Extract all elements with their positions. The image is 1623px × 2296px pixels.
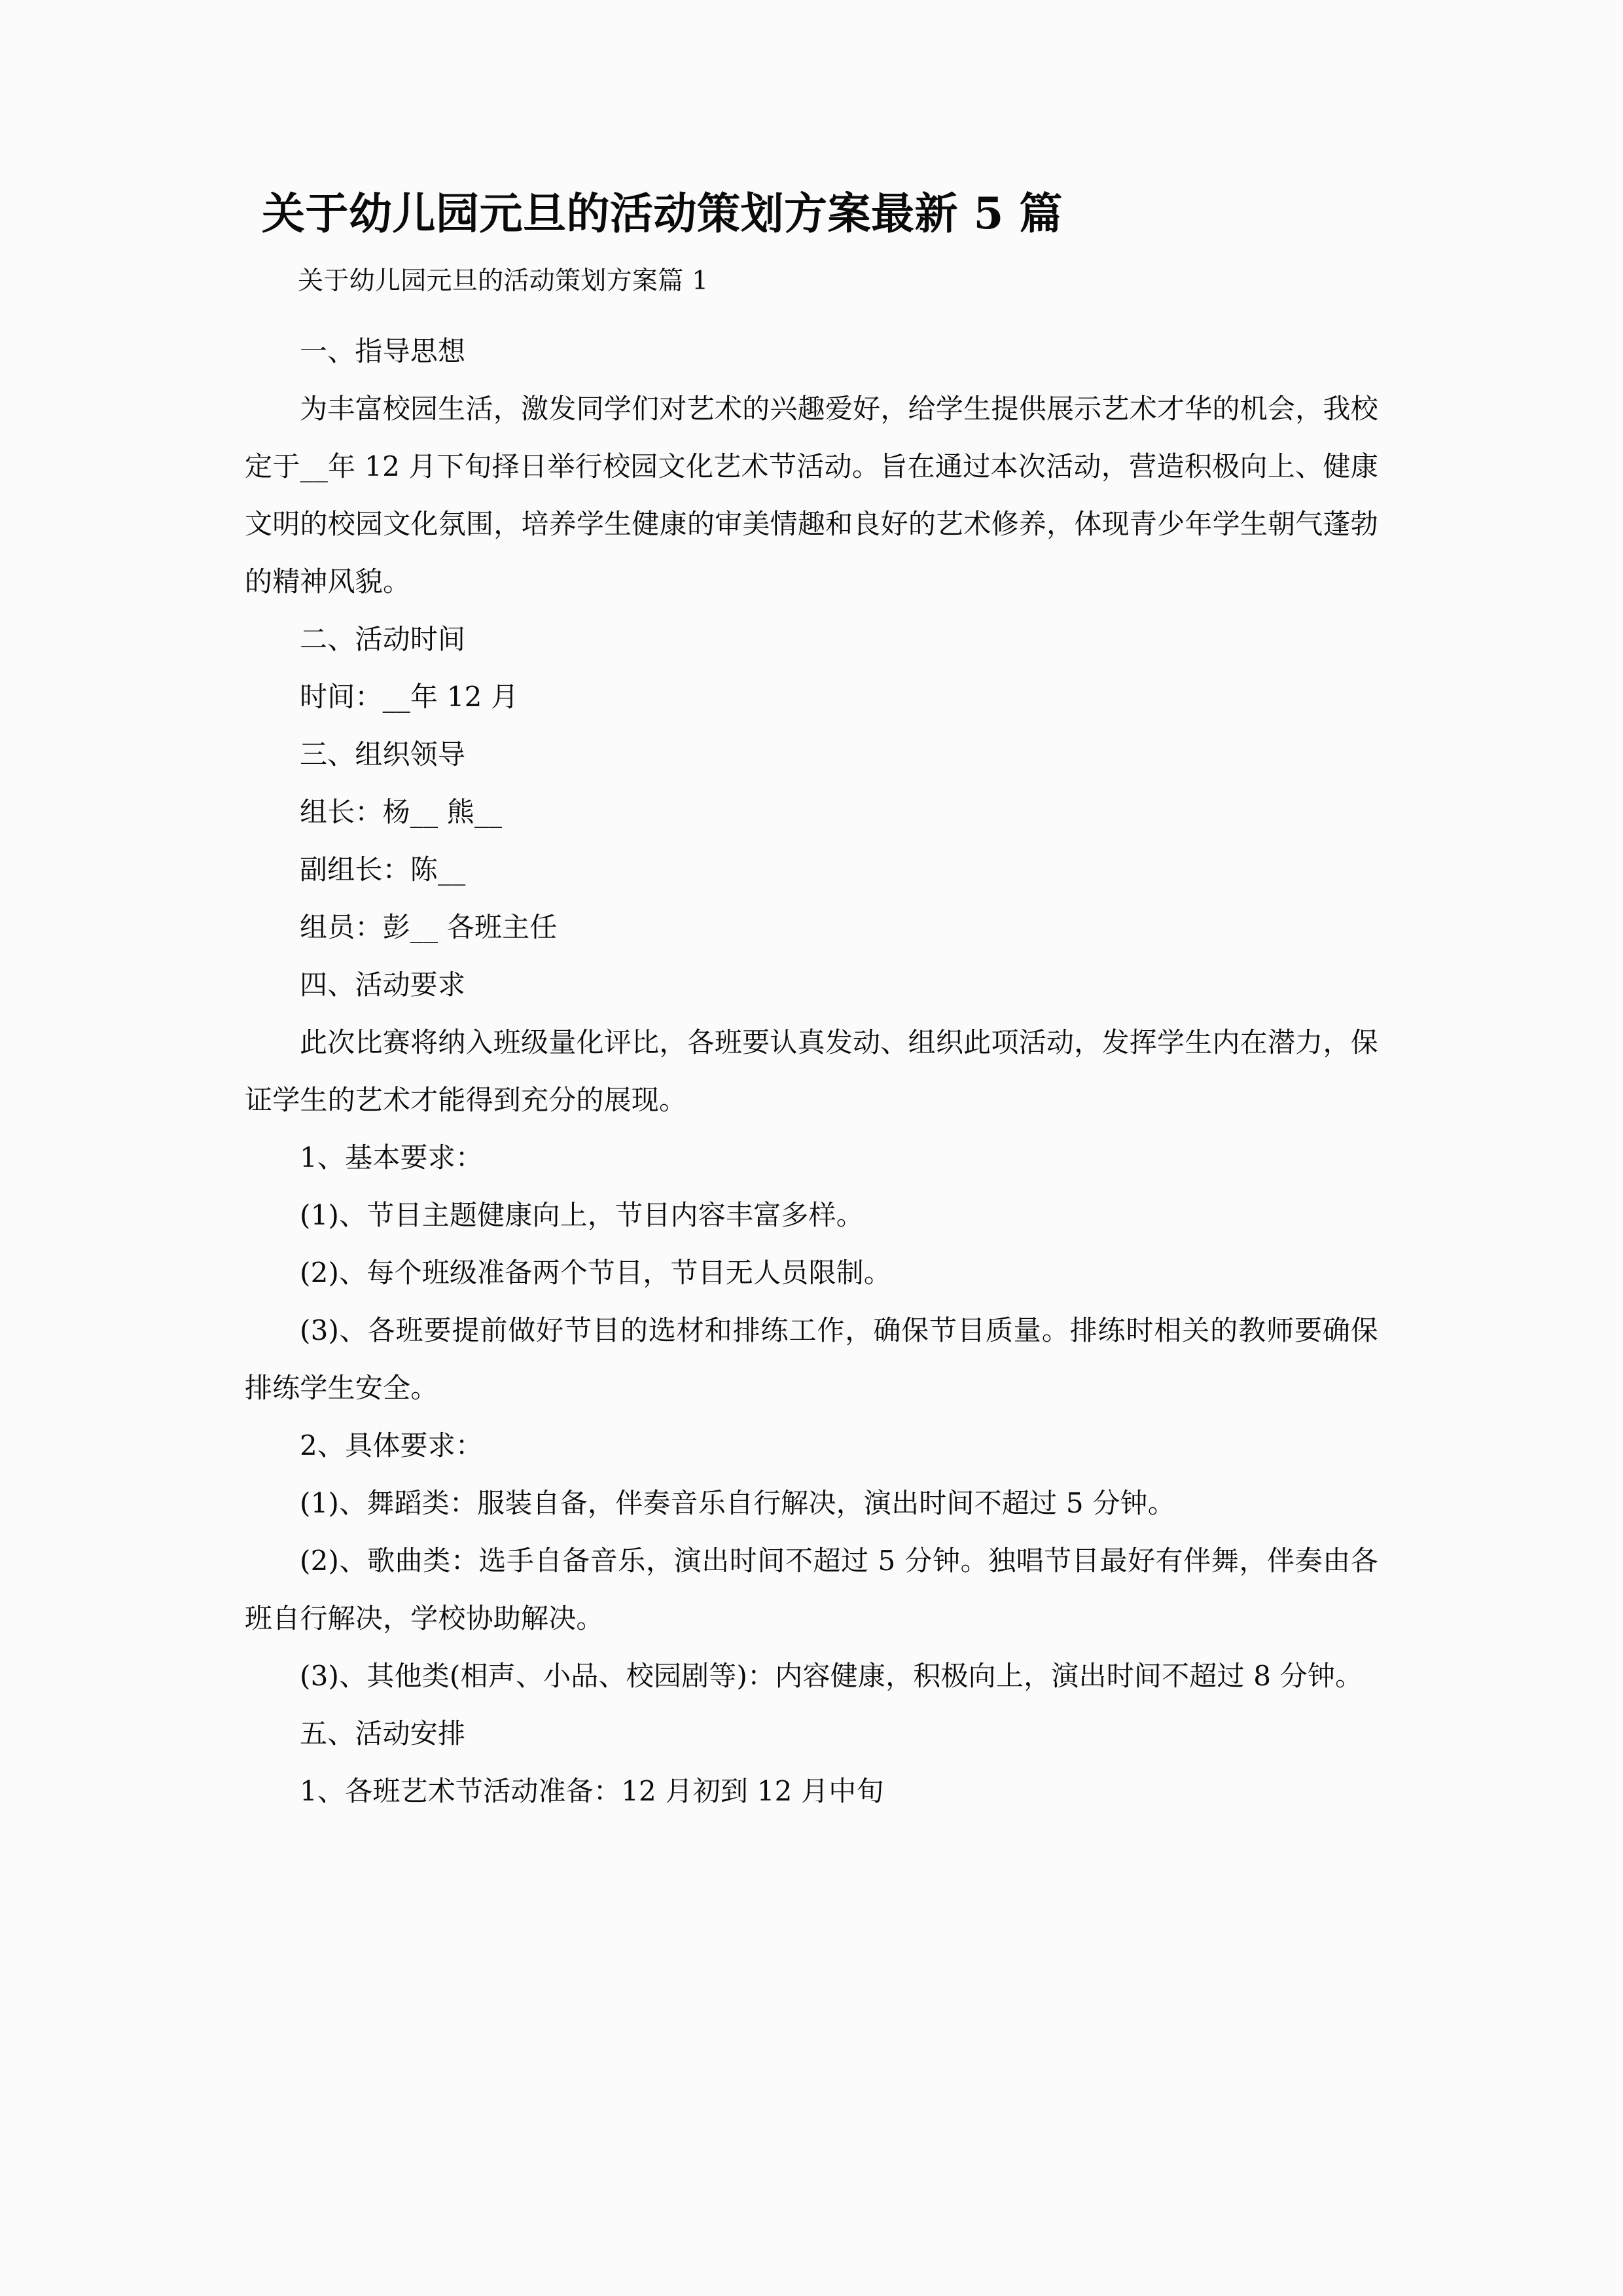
- paragraph-activity-requirements: 此次比赛将纳入班级量化评比，各班要认真发动、组织此项活动，发挥学生内在潜力，保证学生的艺术才能得到充分的展现。: [245, 1026, 1378, 1116]
- document-subtitle: 关于幼儿园元旦的活动策划方案篇 1: [298, 266, 709, 296]
- paragraph-deputy-leader: 副组长：陈__: [300, 853, 466, 886]
- subsection-specific-requirements: 2、具体要求：: [300, 1429, 484, 1462]
- section-heading-4: 四、活动要求: [300, 969, 466, 1001]
- paragraph-group-members: 组员：彭__ 各班主任: [300, 911, 558, 943]
- list-item-specific-dance: (1)、舞蹈类：服装自备，伴奏音乐自行解决，演出时间不超过 5 分钟。: [300, 1487, 1175, 1519]
- list-item-specific-other: (3)、其他类(相声、小品、校园剧等)：内容健康，积极向上，演出时间不超过 8 分钟。: [300, 1660, 1363, 1692]
- page-title: 关于幼儿园元旦的活动策划方案最新 5 篇: [262, 188, 1063, 239]
- section-heading-5: 五、活动安排: [300, 1717, 466, 1749]
- subsection-basic-requirements: 1、基本要求：: [300, 1141, 484, 1174]
- schedule-item-1: 1、各班艺术节活动准备：12 月初到 12 月中旬: [300, 1775, 884, 1807]
- paragraph-group-leader: 组长：杨__ 熊__: [300, 796, 503, 828]
- paragraph-activity-time: 时间：__年 12 月: [300, 681, 519, 713]
- section-heading-1: 一、指导思想: [300, 335, 466, 367]
- paragraph-guiding-ideology: 为丰富校园生活，激发同学们对艺术的兴趣爱好，给学生提供展示艺术才华的机会，我校定于__年 12 月下旬择日举行校园文化艺术节活动。旨在通过本次活动，营造积极向上、健康文明的校园文化氛围，培养学生健康的审美情趣和良好的艺术修养，体现青少年学生朝气蓬勃的精神风貌。: [245, 393, 1378, 598]
- document-body: [245, 323, 1378, 1820]
- section-heading-2: 二、活动时间: [300, 623, 466, 655]
- section-heading-3: 三、组织领导: [300, 738, 466, 770]
- list-item-basic-3: (3)、各班要提前做好节目的选材和排练工作，确保节目质量。排练时相关的教师要确保排练学生安全。: [245, 1314, 1378, 1404]
- list-item-basic-1: (1)、节目主题健康向上，节目内容丰富多样。: [300, 1199, 864, 1231]
- document-content-column: [245, 0, 1378, 1820]
- list-item-basic-2: (2)、每个班级准备两个节目，节目无人员限制。: [300, 1257, 892, 1289]
- list-item-specific-song: (2)、歌曲类：选手自备音乐，演出时间不超过 5 分钟。独唱节目最好有伴舞，伴奏由各班自行解决，学校协助解决。: [245, 1545, 1378, 1634]
